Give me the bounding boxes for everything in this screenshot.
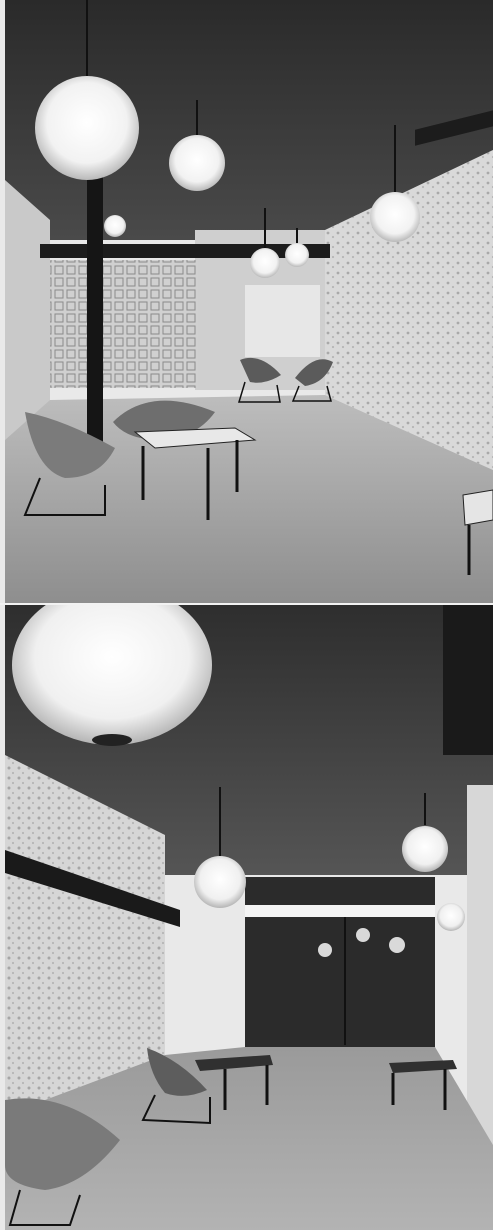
photo-top-lounge bbox=[5, 0, 493, 603]
back-panel bbox=[245, 285, 320, 357]
globe-lamp-icon bbox=[104, 215, 126, 237]
support-column bbox=[87, 172, 103, 444]
globe-lamp-icon bbox=[437, 903, 465, 931]
glass-entrance bbox=[245, 877, 435, 1047]
entrance-lightbar bbox=[245, 905, 435, 917]
right-beam bbox=[443, 605, 493, 755]
patterned-screen bbox=[50, 260, 198, 388]
left-wall bbox=[5, 180, 50, 440]
right-column bbox=[467, 785, 493, 1145]
photo-bottom-entrance bbox=[5, 605, 493, 1230]
